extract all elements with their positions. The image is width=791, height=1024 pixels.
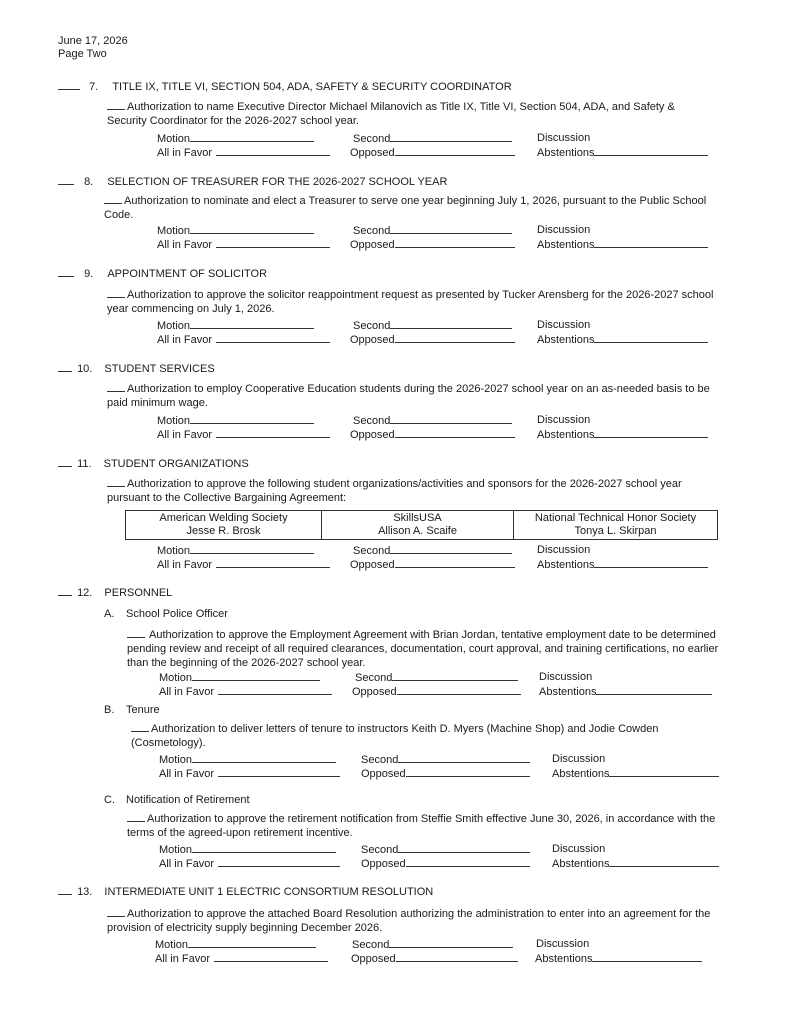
discussion-label: Discussion — [537, 132, 591, 144]
opposed-line[interactable] — [395, 557, 515, 568]
org-sponsor: Tonya L. Skirpan — [574, 525, 657, 537]
favor-line[interactable] — [216, 332, 330, 343]
opposed-line[interactable] — [406, 856, 530, 867]
org-sponsor: Allison A. Scaife — [378, 525, 457, 537]
opposed-line[interactable] — [395, 237, 515, 248]
opposed-label: Opposed — [361, 768, 406, 780]
abstentions-line[interactable] — [594, 557, 708, 568]
abstentions-label: Abstentions — [552, 858, 610, 870]
motion-line[interactable] — [192, 752, 336, 763]
motion-label: Motion — [157, 320, 191, 332]
org-name: National Technical Honor Society — [534, 512, 697, 524]
vote-block-12c — [159, 842, 734, 870]
item-10-text — [107, 381, 717, 410]
sub-letter: B. — [104, 704, 115, 716]
abstentions-label: Abstentions — [537, 334, 595, 346]
text-lead-blank[interactable] — [107, 99, 125, 110]
favor-label: All in Favor — [157, 239, 213, 251]
item-12a-text — [127, 627, 722, 670]
header-page: Page Two — [58, 48, 107, 60]
second-line[interactable] — [390, 223, 512, 234]
text-lead-blank[interactable] — [104, 193, 122, 204]
item-text: Authorization to approve the retirement notification from Steffie Smith effective June 30, 2026, in accordance with the terms of the agreed-upon retirement incentive. — [127, 813, 716, 839]
abstentions-line[interactable] — [596, 684, 712, 695]
item-text: Authorization to name Executive Director Michael Milanovich as Title IX, Title VI, Section 504, ADA, and Safety & Security Coordinator for the 2026-2027 school year. — [107, 101, 675, 127]
second-line[interactable] — [390, 131, 512, 142]
item-title: SELECTION OF TREASURER FOR THE 2026-2027 SCHOOL YEAR — [107, 176, 448, 188]
motion-line[interactable] — [188, 937, 316, 948]
org-cell — [322, 511, 514, 540]
text-lead-blank[interactable] — [127, 627, 145, 638]
discussion-label: Discussion — [537, 414, 591, 426]
second-line[interactable] — [389, 937, 513, 948]
item-number: 10. — [77, 363, 93, 375]
opposed-label: Opposed — [350, 429, 395, 441]
item-number: 9. — [84, 268, 94, 280]
second-label: Second — [352, 939, 390, 951]
vote-block-13 — [155, 937, 715, 965]
sub-title: Tenure — [126, 704, 160, 716]
second-line[interactable] — [390, 543, 512, 554]
vote-block-7 — [157, 131, 717, 159]
abstentions-line[interactable] — [594, 237, 708, 248]
opposed-label: Opposed — [350, 334, 395, 346]
text-lead-blank[interactable] — [127, 811, 145, 822]
item-check-blank[interactable] — [58, 361, 72, 372]
favor-label: All in Favor — [155, 953, 211, 965]
org-cell — [126, 511, 322, 540]
vote-block-9 — [157, 318, 717, 346]
second-label: Second — [353, 320, 391, 332]
opposed-line[interactable] — [395, 145, 515, 156]
discussion-label: Discussion — [536, 938, 590, 950]
item-13-heading — [58, 884, 748, 899]
opposed-label: Opposed — [351, 953, 396, 965]
discussion-label: Discussion — [552, 843, 606, 855]
item-check-blank[interactable] — [58, 174, 74, 185]
item-check-blank[interactable] — [58, 884, 72, 895]
opposed-line[interactable] — [397, 684, 521, 695]
item-title: STUDENT ORGANIZATIONS — [103, 458, 249, 470]
item-number: 12. — [77, 587, 93, 599]
item-number: 11. — [77, 458, 92, 470]
motion-label: Motion — [157, 133, 191, 145]
org-name: American Welding Society — [159, 512, 288, 524]
item-title: PERSONNEL — [104, 587, 173, 599]
text-lead-blank[interactable] — [107, 381, 125, 392]
abstentions-label: Abstentions — [537, 559, 595, 571]
item-text: Authorization to approve the Employment Agreement with Brian Jordan, tentative employment date to be determined pending review and receipt of all required clearances, documentation, court approval, and training certifications, no earlier than the beginning of the 2026-2027 school year. — [127, 629, 719, 669]
item-11-text — [107, 476, 717, 505]
sub-title: School Police Officer — [126, 608, 228, 620]
motion-line[interactable] — [190, 131, 314, 142]
text-lead-blank[interactable] — [107, 906, 125, 917]
discussion-label: Discussion — [537, 544, 591, 556]
item-number: 13. — [77, 886, 93, 898]
org-cell — [514, 511, 718, 540]
item-13-text — [107, 906, 722, 935]
student-organizations-table — [125, 510, 718, 540]
second-label: Second — [361, 844, 399, 856]
text-lead-blank[interactable] — [107, 287, 125, 298]
opposed-label: Opposed — [350, 239, 395, 251]
item-7-text — [107, 99, 717, 128]
item-8-text — [104, 193, 714, 222]
favor-line[interactable] — [216, 145, 330, 156]
abstentions-line[interactable] — [609, 766, 719, 777]
second-label: Second — [355, 672, 393, 684]
item-text: Authorization to approve the attached Board Resolution authorizing the administration to enter into an agreement for the provision of electricity supply beginning December 2026. — [107, 908, 711, 934]
item-7-heading — [58, 79, 748, 94]
abstentions-label: Abstentions — [535, 953, 593, 965]
motion-line[interactable] — [190, 318, 314, 329]
favor-line[interactable] — [216, 557, 330, 568]
second-label: Second — [353, 133, 391, 145]
abstentions-line[interactable] — [609, 856, 719, 867]
second-label: Second — [353, 545, 391, 557]
favor-line[interactable] — [214, 951, 328, 962]
item-title: INTERMEDIATE UNIT 1 ELECTRIC CONSORTIUM RESOLUTION — [104, 886, 434, 898]
favor-line[interactable] — [216, 237, 330, 248]
item-title: STUDENT SERVICES — [104, 363, 215, 375]
abstentions-label: Abstentions — [552, 768, 610, 780]
table-row — [126, 511, 718, 540]
item-title: TITLE IX, TITLE VI, SECTION 504, ADA, SAFETY & SECURITY COORDINATOR — [112, 81, 512, 93]
motion-line[interactable] — [192, 670, 320, 681]
discussion-label: Discussion — [539, 671, 593, 683]
item-check-blank[interactable] — [58, 456, 72, 467]
vote-block-10 — [157, 413, 717, 441]
sub-title: Notification of Retirement — [126, 794, 250, 806]
favor-line[interactable] — [216, 427, 330, 438]
item-12b-text — [131, 721, 721, 750]
opposed-line[interactable] — [395, 332, 515, 343]
item-text: Authorization to nominate and elect a Treasurer to serve one year beginning July 1, 2026, pursuant to the Public School Code. — [104, 195, 707, 221]
opposed-line[interactable] — [406, 766, 530, 777]
discussion-label: Discussion — [537, 319, 591, 331]
item-text: Authorization to employ Cooperative Education students during the 2026-2027 school year on an as-needed basis to be paid minimum wage. — [107, 383, 710, 409]
motion-line[interactable] — [190, 223, 314, 234]
favor-label: All in Favor — [159, 858, 215, 870]
vote-block-11 — [157, 543, 717, 571]
item-12-heading — [58, 585, 748, 600]
abstentions-line[interactable] — [594, 427, 708, 438]
opposed-label: Opposed — [352, 686, 397, 698]
opposed-line[interactable] — [395, 427, 515, 438]
motion-label: Motion — [155, 939, 189, 951]
motion-line[interactable] — [192, 842, 336, 853]
item-text: Authorization to deliver letters of tenure to instructors Keith D. Myers (Machine Shop) and Jodie Cowden (Cosmetology). — [131, 723, 659, 749]
item-9-heading — [58, 266, 748, 281]
item-10-heading — [58, 361, 748, 376]
abstentions-line[interactable] — [594, 145, 708, 156]
favor-label: All in Favor — [157, 559, 213, 571]
item-check-blank[interactable] — [58, 585, 72, 596]
motion-line[interactable] — [190, 543, 314, 554]
header-date: June 17, 2026 — [58, 35, 128, 47]
item-12c-text — [127, 811, 722, 840]
org-name: SkillsUSA — [393, 512, 442, 524]
favor-label: All in Favor — [159, 686, 215, 698]
favor-line[interactable] — [218, 684, 332, 695]
text-lead-blank[interactable] — [107, 476, 125, 487]
org-sponsor: Jesse R. Brosk — [186, 525, 261, 537]
opposed-label: Opposed — [361, 858, 406, 870]
second-line[interactable] — [392, 670, 518, 681]
abstentions-line[interactable] — [592, 951, 702, 962]
item-11-heading — [58, 456, 748, 471]
opposed-label: Opposed — [350, 559, 395, 571]
abstentions-line[interactable] — [594, 332, 708, 343]
favor-line[interactable] — [218, 766, 340, 777]
motion-label: Motion — [157, 415, 191, 427]
sub-letter: A. — [104, 608, 115, 620]
motion-label: Motion — [159, 844, 193, 856]
sub-letter: C. — [104, 794, 115, 806]
abstentions-label: Abstentions — [539, 686, 597, 698]
motion-label: Motion — [157, 225, 191, 237]
item-number: 8. — [84, 176, 94, 188]
item-check-blank[interactable] — [58, 79, 80, 90]
vote-block-12b — [159, 752, 734, 780]
motion-line[interactable] — [190, 413, 314, 424]
item-check-blank[interactable] — [58, 266, 74, 277]
motion-label: Motion — [159, 672, 193, 684]
favor-label: All in Favor — [159, 768, 215, 780]
item-text: Authorization to approve the following student organizations/activities and sponsors for the 2026-2027 school year pursuant to the Collective Bargaining Agreement: — [107, 478, 682, 504]
second-label: Second — [353, 415, 391, 427]
item-number: 7. — [89, 81, 99, 93]
favor-label: All in Favor — [157, 147, 213, 159]
discussion-label: Discussion — [537, 224, 591, 236]
motion-label: Motion — [159, 754, 193, 766]
second-label: Second — [353, 225, 391, 237]
motion-label: Motion — [157, 545, 191, 557]
item-8-heading — [58, 174, 748, 189]
discussion-label: Discussion — [552, 753, 606, 765]
vote-block-8 — [157, 223, 717, 251]
abstentions-label: Abstentions — [537, 239, 595, 251]
second-label: Second — [361, 754, 399, 766]
favor-label: All in Favor — [157, 334, 213, 346]
second-line[interactable] — [398, 842, 530, 853]
opposed-label: Opposed — [350, 147, 395, 159]
abstentions-label: Abstentions — [537, 147, 595, 159]
item-9-text — [107, 287, 717, 316]
abstentions-label: Abstentions — [537, 429, 595, 441]
item-text: Authorization to approve the solicitor reappointment request as presented by Tucker Arensberg for the 2026-2027 school year commencing on July 1, 2026. — [107, 289, 714, 315]
second-line[interactable] — [390, 413, 512, 424]
favor-line[interactable] — [218, 856, 340, 867]
opposed-line[interactable] — [396, 951, 518, 962]
vote-block-12a — [159, 670, 719, 698]
item-title: APPOINTMENT OF SOLICITOR — [107, 268, 268, 280]
second-line[interactable] — [398, 752, 530, 763]
text-lead-blank[interactable] — [131, 721, 149, 732]
second-line[interactable] — [390, 318, 512, 329]
favor-label: All in Favor — [157, 429, 213, 441]
